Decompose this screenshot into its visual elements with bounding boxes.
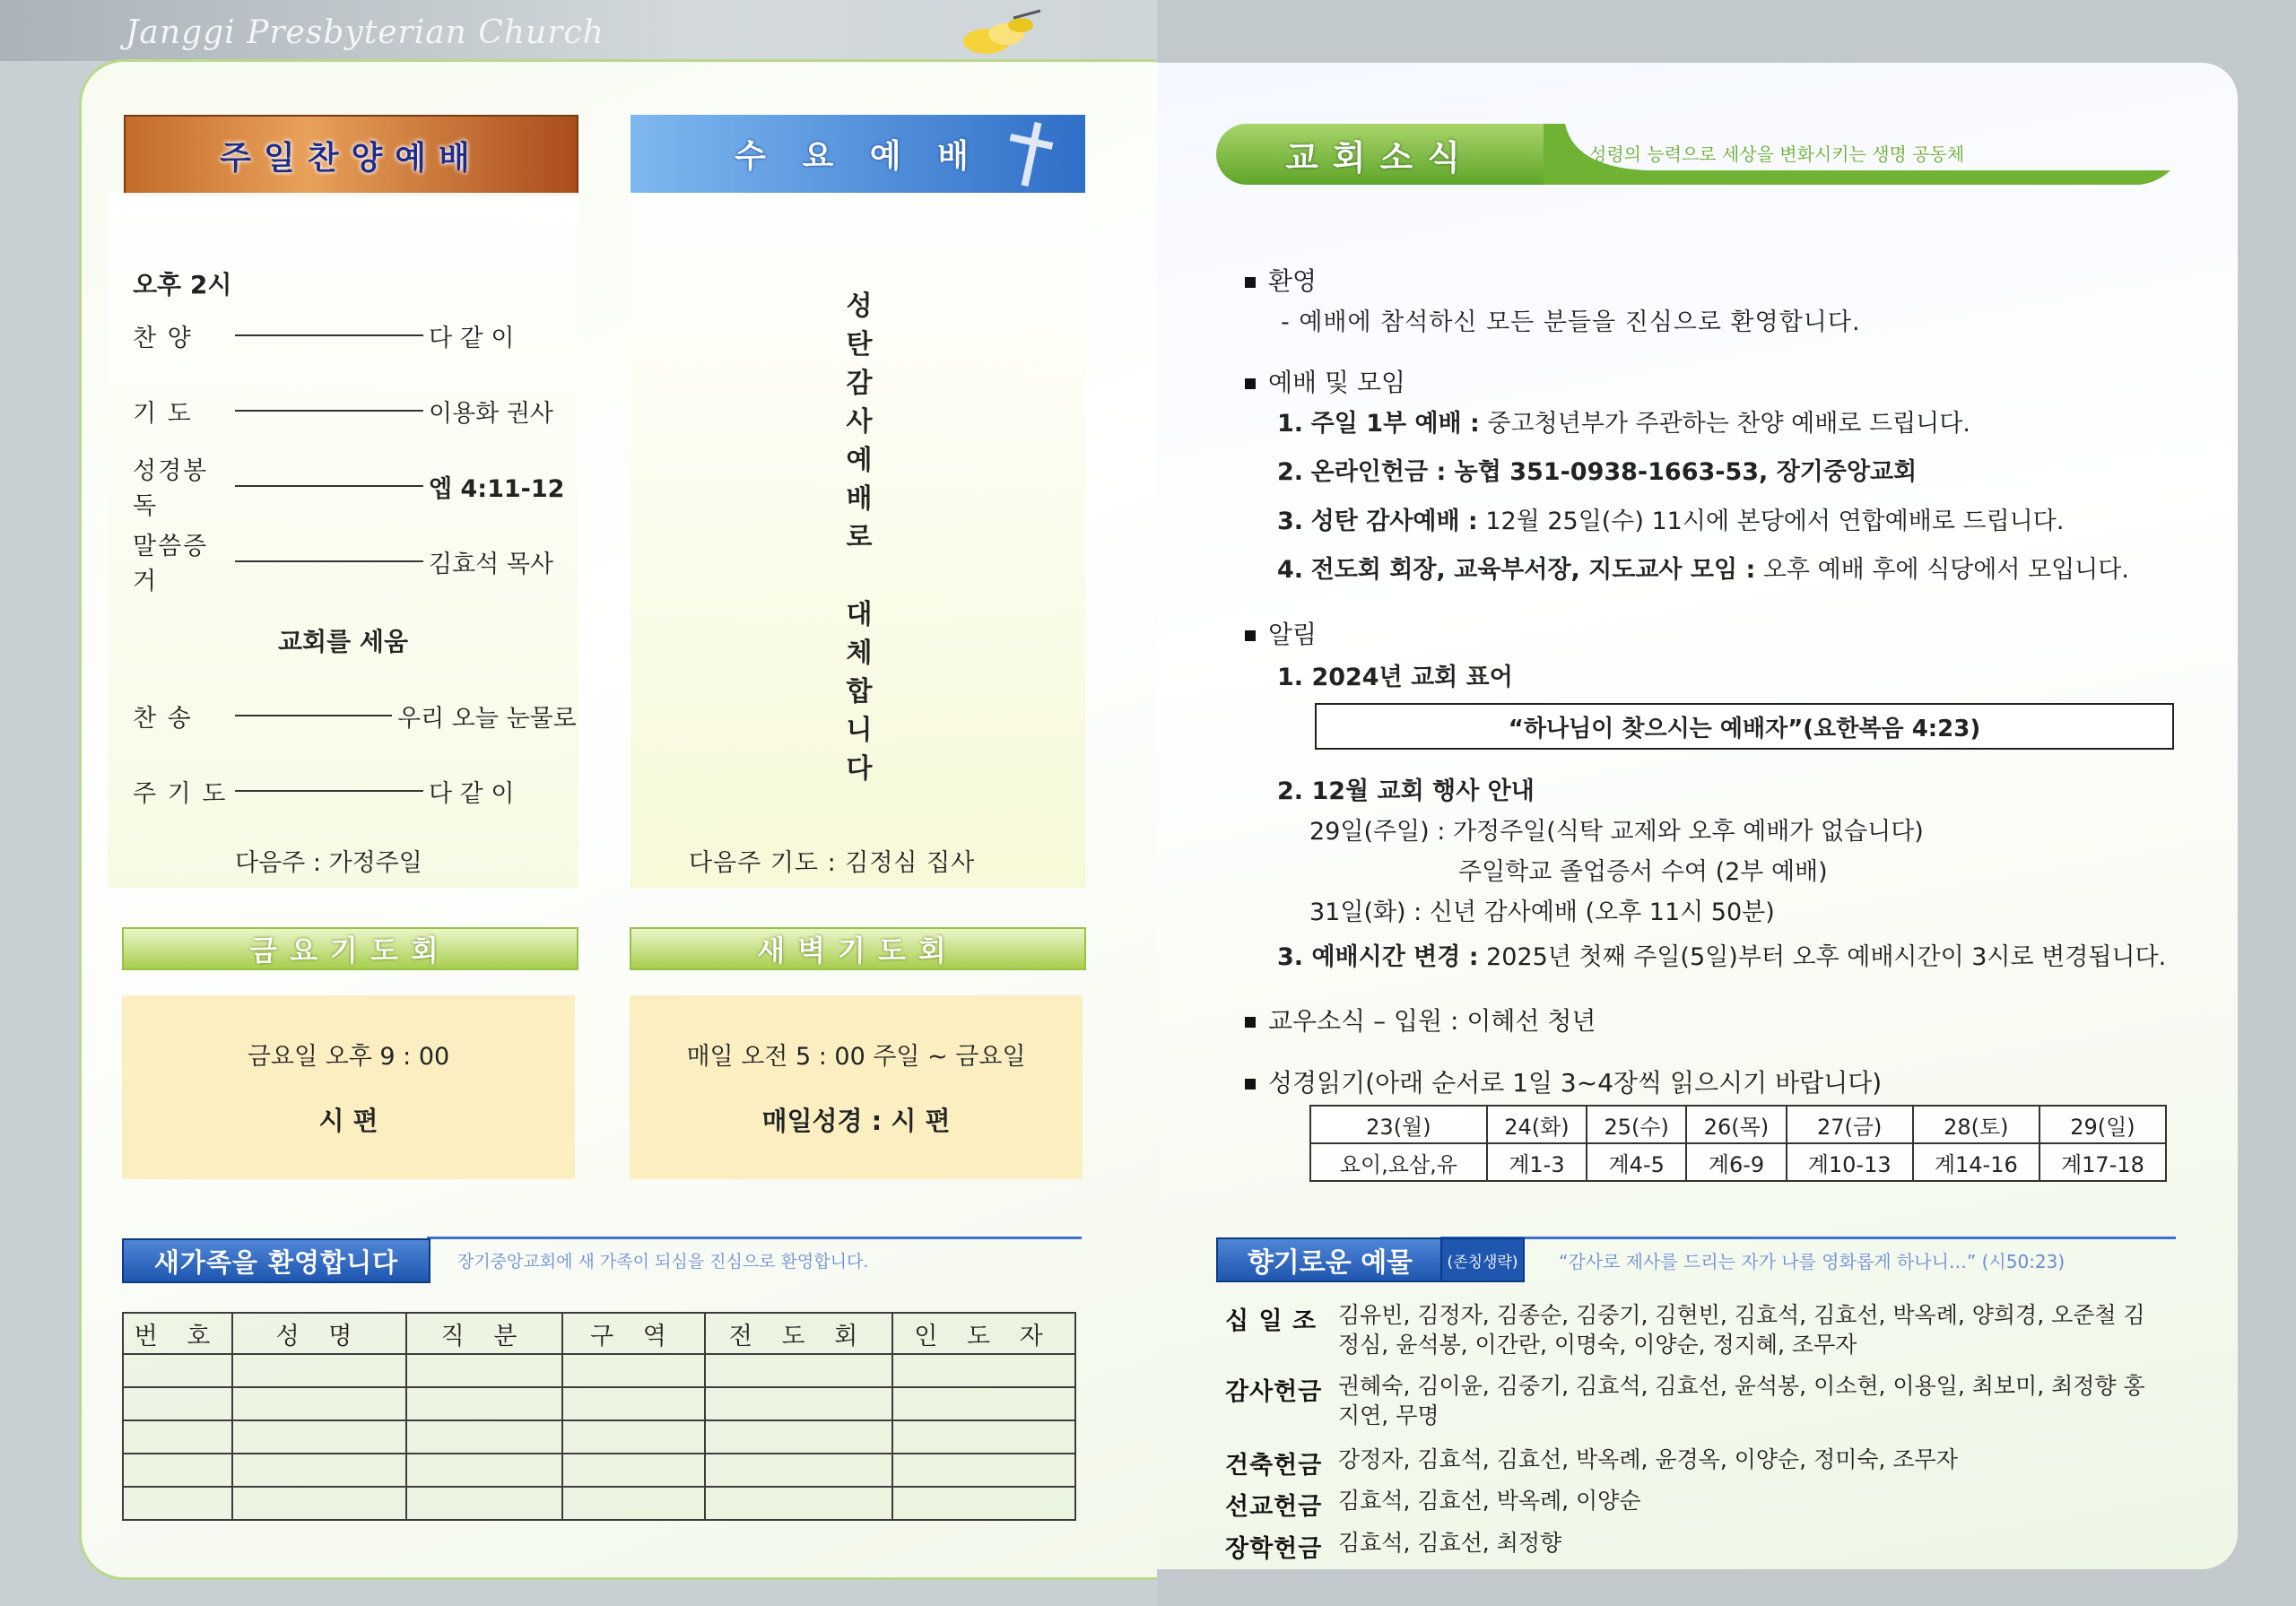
- friday-text: 시 편: [318, 1106, 378, 1136]
- offering-names-building: 강정자, 김효석, 김효선, 박옥례, 윤경옥, 이양순, 정미숙, 조무자: [1338, 1446, 1958, 1472]
- honorific-omitted-badge: (존칭생략): [1440, 1237, 1525, 1282]
- reading-day: 29(일): [2039, 1106, 2166, 1143]
- vertical-char: 대: [846, 599, 873, 630]
- reading-day: 24(화): [1487, 1106, 1587, 1143]
- offering-names-scholarship: 김효석, 김효선, 최정향: [1338, 1530, 1562, 1556]
- reading-day: 26(목): [1686, 1106, 1786, 1143]
- welcome-heading-text: 환영: [1268, 266, 1318, 296]
- bullet-square: [1245, 1017, 1256, 1028]
- leader-line: [235, 560, 423, 562]
- reading-day: 23(월): [1310, 1106, 1487, 1143]
- dawn-prayer-box: [630, 995, 1083, 1179]
- order-row-scripture: [133, 457, 577, 520]
- order-label: 찬 양: [133, 324, 193, 352]
- offering-names-mission: 김효석, 김효선, 박옥례, 이양순: [1338, 1488, 1641, 1514]
- item-title: 성탄 감사예배 :: [1310, 508, 1478, 535]
- bullet-square: [1245, 378, 1256, 389]
- item-number: 2.: [1277, 458, 1304, 486]
- offering-label-scholarship: 장학헌금: [1225, 1535, 1323, 1563]
- service-time: 오후 2시: [133, 270, 232, 299]
- column-header: 인 도 자: [892, 1313, 1075, 1354]
- column-header: 구 역: [562, 1313, 705, 1354]
- offering-label-thanks: 감사헌금: [1225, 1378, 1323, 1406]
- vertical-char: 사: [846, 406, 873, 438]
- event-line: 31일(화) : 신년 감사예배 (오후 11시 50분): [1309, 898, 1775, 926]
- motto-box: “하나님이 찾으시는 예배자”(요한복음 4:23): [1315, 703, 2174, 750]
- events-label: 2. 12월 교회 행사 안내: [1277, 777, 1535, 805]
- worship-item-1: [1277, 404, 1970, 438]
- welcome-text: - 예배에 참석하신 모든 분들을 진심으로 환영합니다.: [1281, 308, 1861, 336]
- table-row: [123, 1454, 1075, 1487]
- vertical-char: 예: [846, 445, 873, 476]
- vertical-char: 니: [846, 715, 873, 746]
- leader-line: [235, 790, 423, 792]
- item-text: 오후 예배 후에 식당에서 모입니다.: [1755, 556, 2129, 584]
- time-change-item: [1277, 937, 2166, 972]
- friday-time: 금요일 오후 9 : 00: [247, 1043, 450, 1071]
- item-title: 온라인헌금 : 농협 351-0938-1663-53, 장기중앙교회: [1310, 458, 1918, 486]
- vertical-char: 배: [846, 483, 873, 515]
- reading-chapters: 계14-16: [1913, 1143, 2039, 1181]
- order-label: 성경봉독: [133, 457, 209, 520]
- column-header: 직 분: [406, 1313, 562, 1354]
- order-value: 우리 오늘 눈물로: [397, 704, 577, 733]
- event-line: 주일학교 졸업증서 수여 (2부 예배): [1458, 858, 1828, 886]
- reading-chapters: 계6-9: [1686, 1143, 1786, 1181]
- order-value: 다 같 이: [429, 779, 515, 808]
- worship-heading-text: 예배 및 모임: [1268, 368, 1406, 397]
- dawn-prayer-banner: 새벽기도회: [630, 927, 1086, 970]
- bible-reading-table: [1309, 1105, 2167, 1182]
- table-row: [1310, 1106, 2166, 1143]
- reading-heading: [1245, 1063, 1882, 1099]
- welcome-heading: [1245, 262, 1317, 298]
- offering-names-tithe: 김유빈, 김정자, 김종순, 김중기, 김현빈, 김효석, 김효선, 박옥례, 양희경, 오준철 김정심, 윤석봉, 이간란, 이명숙, 이양순, 정지혜, 조무자: [1338, 1302, 2145, 1358]
- worship-item-2: [1277, 452, 1917, 487]
- vertical-char: 체: [846, 638, 873, 669]
- reading-day: 25(수): [1587, 1106, 1686, 1143]
- order-row-sermon: [133, 533, 577, 595]
- reading-heading-text: 성경읽기(아래 순서로 1일 3~4장씩 읽으시기 바랍니다): [1268, 1068, 1883, 1098]
- offering-label-mission: 선교헌금: [1225, 1493, 1323, 1521]
- wednesday-vertical-notice: [841, 287, 877, 788]
- offering-label-tithe: 십 일 조: [1225, 1307, 1318, 1335]
- motto-label: 1. 2024년 교회 표어: [1277, 664, 1513, 691]
- vertical-char: 탄: [846, 329, 873, 360]
- notice-heading-text: 알림: [1268, 620, 1318, 649]
- vertical-gap: [841, 557, 877, 595]
- member-news-text: 교우소식 – 입원 : 이혜선 청년: [1268, 1006, 1596, 1036]
- dawn-time: 매일 오전 5 : 00 주일 ~ 금요일: [686, 1043, 1026, 1071]
- reading-day: 27(금): [1787, 1106, 1913, 1143]
- leader-line: [235, 715, 392, 716]
- reading-chapters: 계17-18: [2039, 1143, 2166, 1181]
- reading-day: 28(토): [1913, 1106, 2039, 1143]
- new-family-note: 장기중앙교회에 새 가족이 되심을 진심으로 환영합니다.: [457, 1252, 869, 1272]
- reading-chapters: 계10-13: [1787, 1143, 1913, 1181]
- order-value: 이용화 권사: [429, 399, 553, 428]
- vertical-char: 합: [846, 676, 873, 708]
- leader-line: [235, 485, 423, 487]
- offering-verse: “감사로 제사를 드리는 자가 나를 영화롭게 하나니…” (시50:23): [1559, 1251, 2066, 1272]
- notice-heading: [1245, 615, 1317, 651]
- leader-line: [235, 410, 423, 412]
- table-header-row: [123, 1313, 1075, 1354]
- next-week-note: 다음주 : 가정주일: [235, 849, 422, 877]
- column-header: 성 명: [232, 1313, 406, 1354]
- item-number: 3.: [1277, 508, 1304, 535]
- church-script-title: Janggi Presbyterian Church: [126, 14, 604, 51]
- church-news-tagline: 성령의 능력으로 세상을 변화시키는 생명 공동체: [1589, 143, 1965, 165]
- order-value: 엡 4:11-12: [429, 474, 565, 503]
- worship-item-4: [1277, 550, 2129, 585]
- bullet-square: [1245, 277, 1256, 288]
- offering-banner: 향기로운 예물: [1216, 1237, 1444, 1282]
- order-row-lords-prayer: [133, 773, 577, 809]
- offering-label-building: 건축헌금: [1225, 1452, 1323, 1480]
- dawn-text: 매일성경 : 시 편: [761, 1106, 951, 1136]
- vertical-char: 성: [846, 291, 873, 322]
- order-row-hymn: [133, 317, 577, 353]
- flower-icon: [951, 7, 1049, 61]
- bullet-square: [1245, 630, 1256, 641]
- leader-line: [235, 334, 423, 336]
- church-news-banner: 교회소식: [1216, 124, 1544, 185]
- order-value: 김효석 목사: [429, 550, 553, 578]
- item-text: 12월 25일(수) 11시에 본당에서 연합예배로 드립니다.: [1477, 508, 2065, 535]
- vertical-char: 로: [846, 522, 873, 553]
- wednesday-banner-label: 수 요 예 배: [735, 138, 981, 175]
- worship-heading: [1245, 363, 1405, 399]
- event-line: 29일(주일) : 가정주일(식탁 교제와 오후 예배가 없습니다): [1309, 818, 1924, 846]
- new-family-rule: [427, 1237, 1082, 1239]
- item-number: 1.: [1277, 410, 1304, 438]
- column-header: 번 호: [123, 1313, 232, 1354]
- reading-chapters: 계4-5: [1587, 1143, 1686, 1181]
- item-number: 4.: [1277, 556, 1304, 584]
- friday-prayer-banner: 금요기도회: [122, 927, 578, 970]
- table-row: [123, 1487, 1075, 1520]
- offering-names-thanks: 권혜숙, 김이윤, 김중기, 김효석, 김효선, 윤석봉, 이소현, 이용일, 최보미, 최정향 홍지연, 무명: [1338, 1373, 2145, 1428]
- wednesday-next-prayer: 다음주 기도 : 김정심 집사: [689, 849, 976, 877]
- new-family-banner: 새가족을 환영합니다: [122, 1238, 430, 1283]
- cross-icon: [1004, 122, 1058, 187]
- friday-prayer-box: [122, 995, 575, 1179]
- reading-chapters: 요이,요삼,유: [1310, 1143, 1487, 1181]
- column-header: 전 도 회: [705, 1313, 892, 1354]
- worship-item-3: [1277, 501, 2064, 536]
- reading-chapters: 계1-3: [1487, 1143, 1587, 1181]
- table-row: [1310, 1143, 2166, 1181]
- item-title: 3. 예배시간 변경 :: [1277, 943, 1479, 971]
- wednesday-worship-banner: [631, 115, 1085, 193]
- sunday-worship-banner: 주일찬양예배: [124, 115, 578, 196]
- vertical-char: 다: [846, 753, 873, 785]
- order-label: 말씀증거: [133, 533, 209, 595]
- item-title: 전도회 회장, 교육부서장, 지도교사 모임 :: [1310, 556, 1756, 584]
- sermon-title: 교회를 세움: [278, 627, 408, 656]
- order-label: 찬 송: [133, 704, 193, 733]
- item-text: 2025년 첫째 주일(5일)부터 오후 예배시간이 3시로 변경됩니다.: [1478, 943, 2167, 971]
- order-value: 다 같 이: [429, 324, 515, 352]
- item-text: 중고청년부가 주관하는 찬양 예배로 드립니다.: [1479, 410, 1970, 438]
- table-row: [123, 1387, 1075, 1420]
- order-label: 주 기 도: [133, 779, 228, 808]
- item-title: 주일 1부 예배 :: [1310, 410, 1480, 438]
- new-family-table: [122, 1312, 1076, 1521]
- order-label: 기 도: [133, 399, 193, 428]
- bullet-square: [1245, 1079, 1256, 1089]
- member-news: [1245, 1002, 1596, 1037]
- order-row-prayer: [133, 393, 577, 429]
- table-row: [123, 1354, 1075, 1387]
- vertical-char: 감: [846, 368, 873, 399]
- table-row: [123, 1420, 1075, 1454]
- order-row-hymn2: [133, 698, 577, 734]
- offering-rule: [1440, 1237, 2176, 1239]
